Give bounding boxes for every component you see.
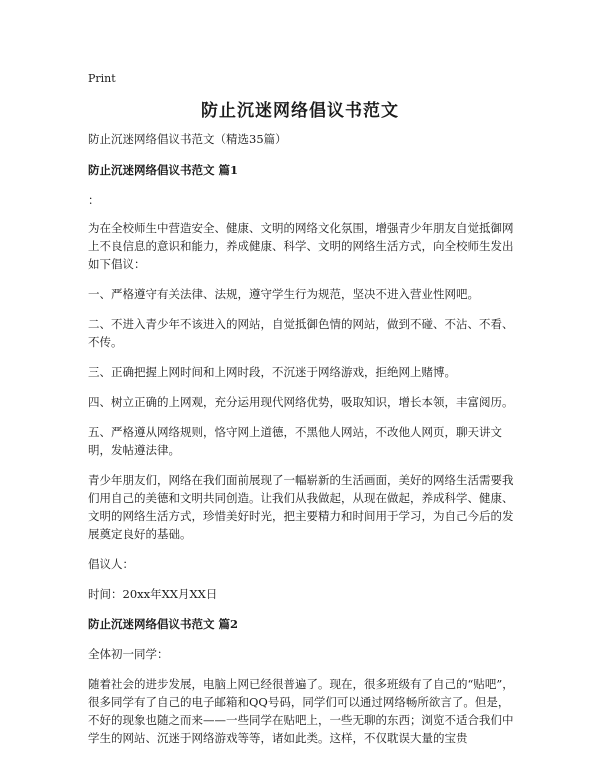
page-title: 防止沉迷网络倡议书范文 (201, 101, 399, 121)
intro-paragraph: 为在全校师生中营造安全、健康、文明的网络文化氛围，增强青少年朋友自觉抵御网上不良信息的意识和能力，养成健康、科学、文明的网络生活方式，向全校师生发出如下倡议： (88, 221, 514, 271)
signer-line: 倡议人： (88, 557, 134, 571)
section-heading-2: 防止沉迷网络倡议书范文 篇2 (88, 617, 239, 631)
proposal-item-3: 三、正确把握上网时间和上网时段，不沉迷于网络游戏，拒绝网上赌博。 (88, 365, 456, 379)
proposal-item-5: 五、严格遵从网络规则，恪守网上道德，不黑他人网站，不改他人网页，聊天讲文明，发帖遵法律。 (88, 425, 502, 457)
proposal-item-1: 一、严格遵守有关法律、法规，遵守学生行为规范，坚决不进入营业性网吧。 (88, 287, 479, 301)
proposal-item-2: 二、不进入青少年不该进入的网站，自觉抵御色情的网站，做到不碰、不沾、不看、不传。 (88, 317, 514, 349)
greeting-line: 全体初一同学： (88, 647, 169, 661)
closing-paragraph: 青少年朋友们，网络在我们面前展现了一幅崭新的生活画面，美好的网络生活需要我们用自己的美德和文明共同创造。让我们从我做起，从现在做起，养成科学、健康、文明的网络生活方式，珍惜美好时光，把主要精力和时间用于学习，为自己今后的发展奠定良好的基础。 (88, 473, 514, 541)
print-link[interactable]: Print (88, 72, 116, 85)
body-paragraph: 随着社会的进步发展，电脑上网已经很普遍了。现在，很多班级有了自己的“贴吧”，很多同学有了自己的电子邮箱和QQ号码，同学们可以通过网络畅所欲言了。但是，不好的现象也随之而来——一些同学在贴吧上，一些无聊的东西；浏览不适合我们中学生的网站、沉迷于网络游戏等等，诸如此类。这样，不仅耽误大量的宝贵 (88, 677, 514, 745)
document-body (88, 130, 520, 759)
date-line: 时间：20xx年XX月XX日 (88, 587, 218, 601)
section-heading-1: 防止沉迷网络倡议书范文 篇1 (88, 163, 239, 177)
document-subtitle: 防止沉迷网络倡议书范文（精选35篇） (88, 132, 287, 146)
proposal-item-4: 四、树立正确的上网观，充分运用现代网络优势，吸取知识，增长本领，丰富阅历。 (88, 395, 514, 409)
colon-mark: ： (88, 193, 100, 207)
